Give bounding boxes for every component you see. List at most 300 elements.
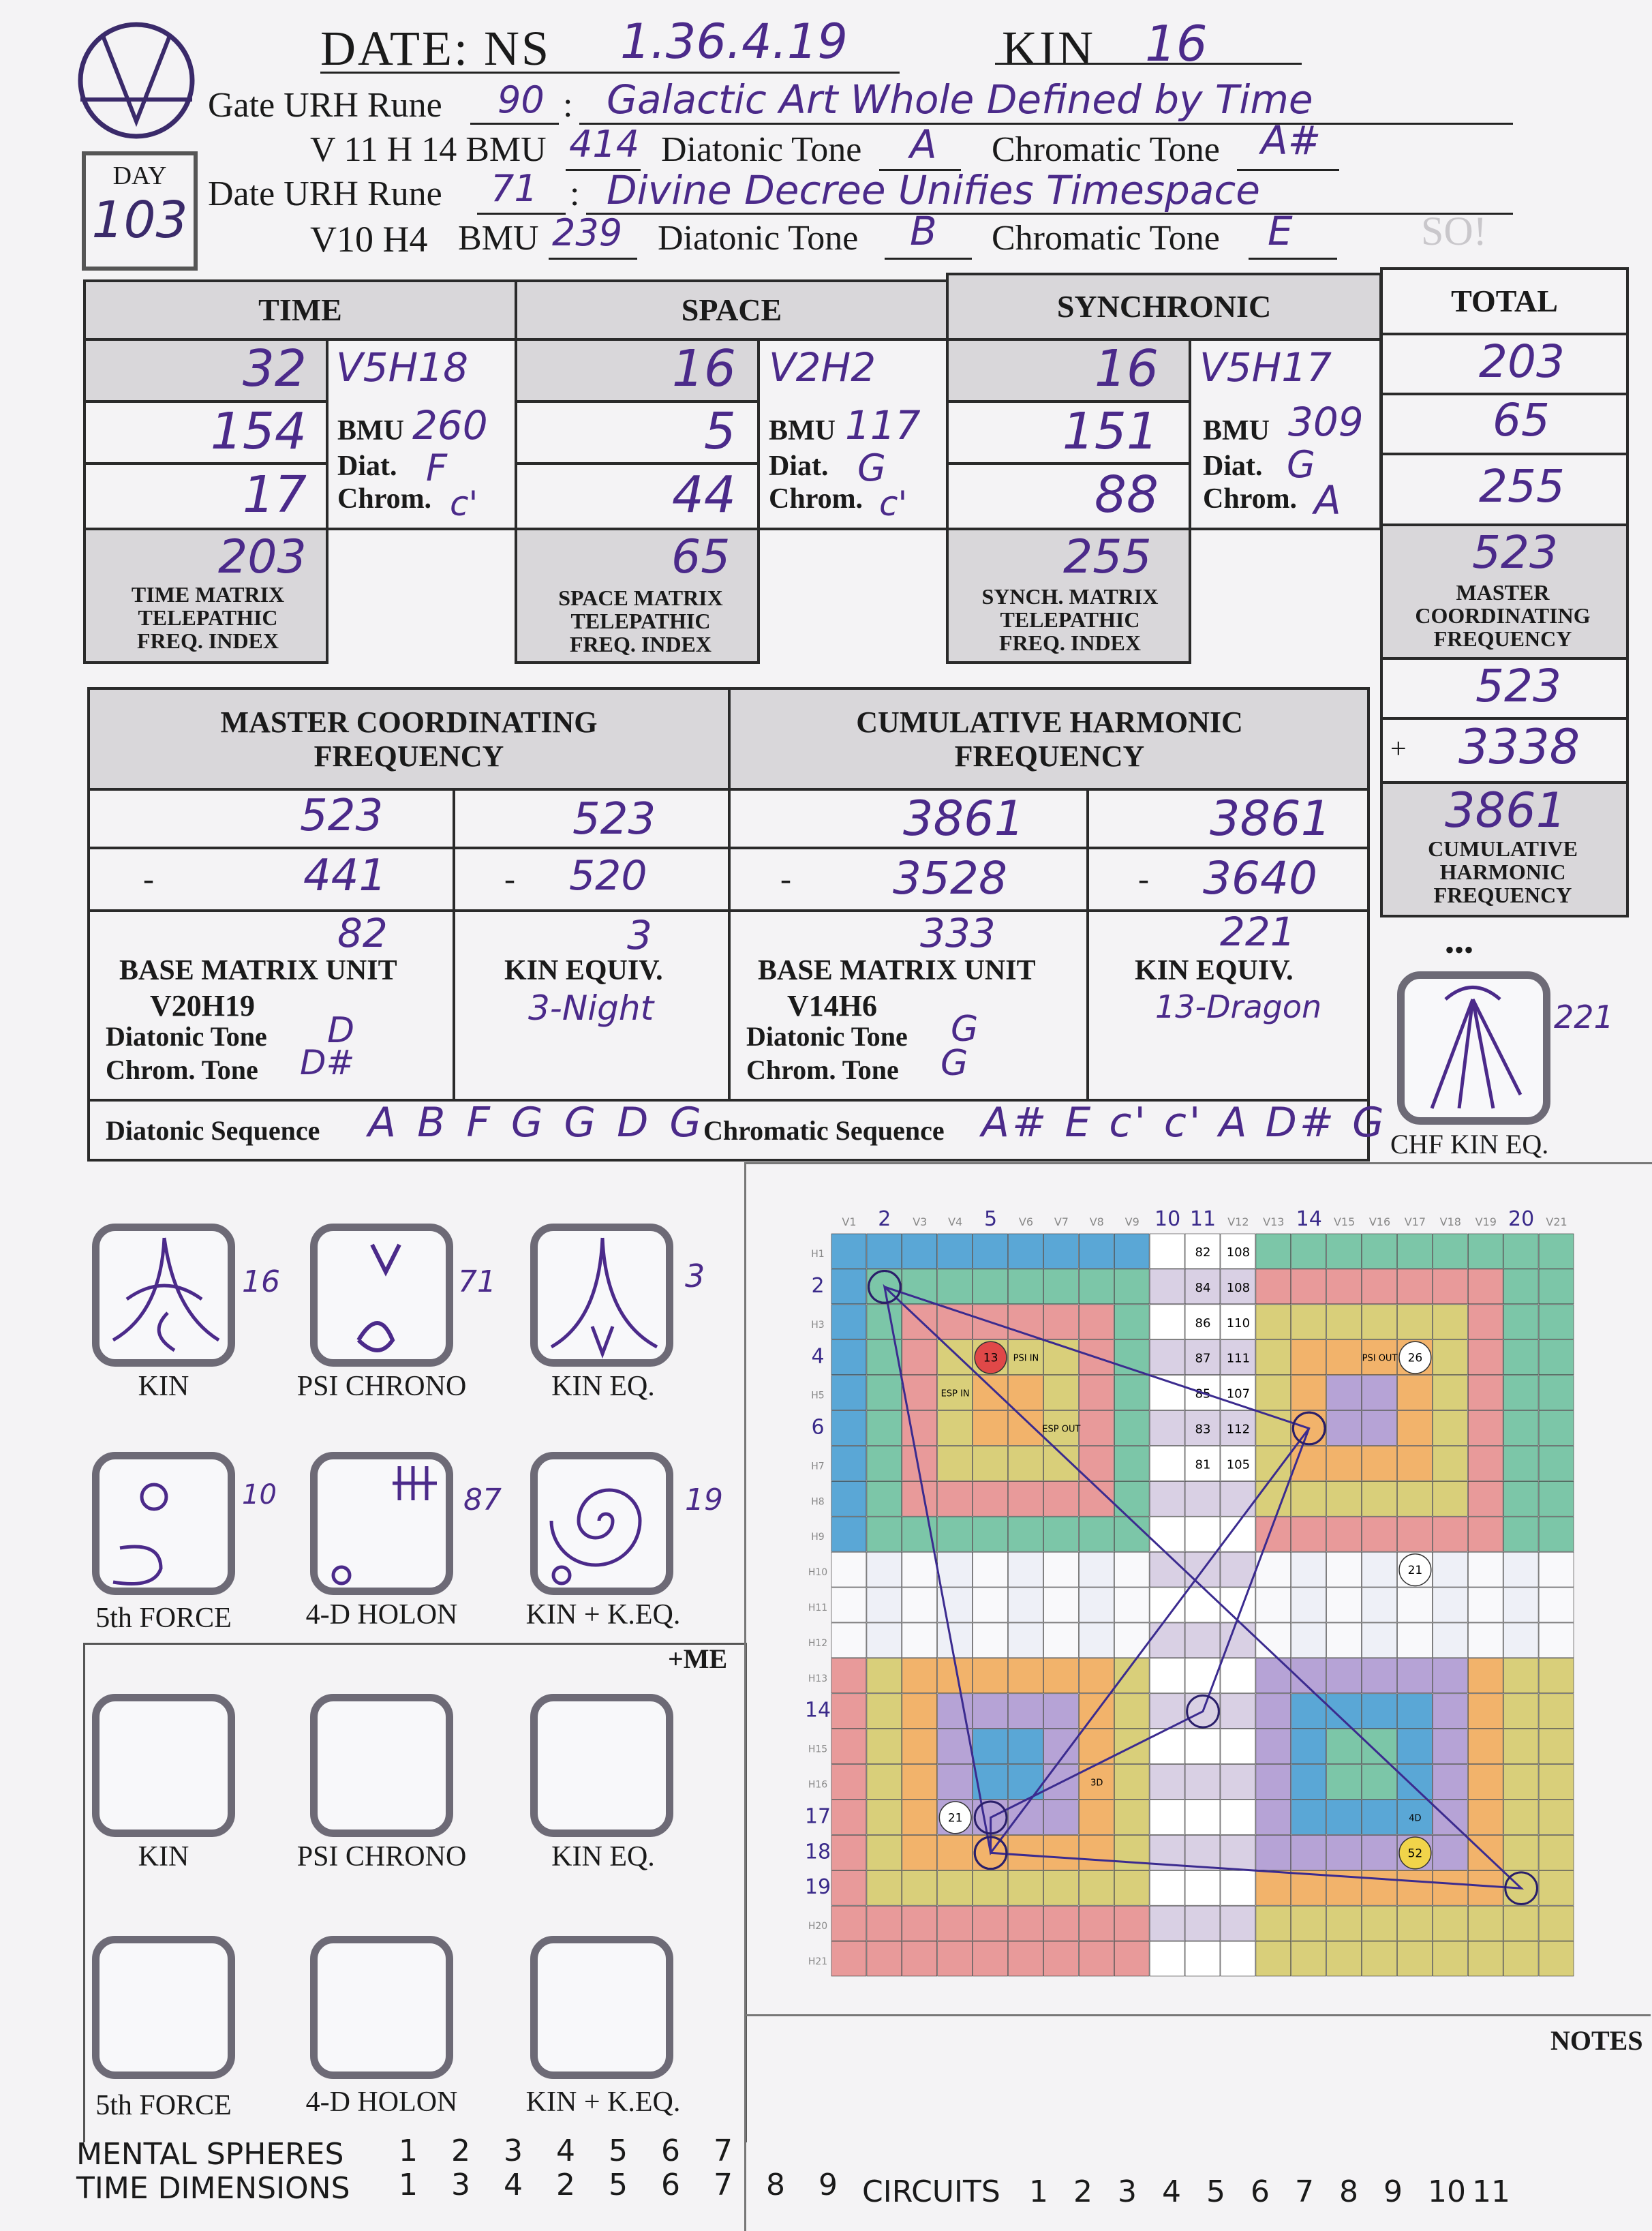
- me-kin-box[interactable]: [92, 1694, 235, 1837]
- date-chromatic-label: Chromatic Tone: [992, 219, 1220, 258]
- grid-cell: [1433, 1835, 1467, 1870]
- sync-chrom: A: [1314, 477, 1341, 523]
- grid-cell: [1433, 1694, 1467, 1729]
- sync-v3: 88: [1094, 466, 1159, 524]
- bmu2-ct: G: [940, 1043, 968, 1084]
- grid-cell: [831, 1481, 866, 1516]
- grid-psi-label: 3D: [1090, 1778, 1103, 1789]
- grid-cell: [1221, 1765, 1255, 1800]
- total-chf: 3861: [1445, 783, 1567, 838]
- grid-cell: [1468, 1340, 1503, 1375]
- time-vh: V5H18: [336, 344, 468, 391]
- grid-column-label: 20: [1508, 1207, 1535, 1231]
- grid-cell: [867, 1835, 902, 1870]
- diat-seq: A B F G G D G: [368, 1099, 705, 1147]
- grid-column-label: V1: [842, 1215, 857, 1228]
- gate-bmu: 414: [569, 123, 640, 166]
- grid-cell: [867, 1906, 902, 1941]
- grid-cell: [1539, 1305, 1574, 1339]
- chf-b-minus: -: [1138, 861, 1149, 897]
- grid-cell: [1327, 1552, 1362, 1587]
- grid-cell: [1503, 1481, 1538, 1516]
- chf-b-sub: 3640: [1203, 852, 1317, 905]
- grid-cell: [1256, 1729, 1291, 1764]
- grid-cell: [1397, 1446, 1432, 1481]
- grid-cell: [973, 1623, 1008, 1658]
- grid-row-label: H3: [811, 1319, 825, 1331]
- grid-cell: [1114, 1517, 1149, 1551]
- date-vh: V10 H4: [310, 219, 428, 260]
- grid-cell: [1043, 1234, 1078, 1269]
- grid-cell: [1291, 1234, 1326, 1269]
- grid-cell: [1503, 1340, 1538, 1375]
- me-kin-eq-box[interactable]: [530, 1694, 673, 1837]
- grid-row-label: H21: [808, 1956, 828, 1968]
- grid-cell: [1362, 1517, 1397, 1551]
- chf-title: CUMULATIVE HARMONIC FREQUENCY: [856, 705, 1243, 773]
- grid-cell: [1503, 1376, 1538, 1410]
- total-v2: 65: [1493, 394, 1550, 446]
- mental-spheres-numbers: [399, 2134, 766, 2168]
- grid-cell: [1397, 1411, 1432, 1446]
- grid-cell: [1150, 1517, 1184, 1551]
- mcf-title: MASTER COORDINATING FREQUENCY: [220, 705, 598, 773]
- grid-cell: [1503, 1234, 1538, 1269]
- grid-cell: [1291, 1800, 1326, 1834]
- grid-cell: [867, 1765, 902, 1800]
- grid-cell: [1079, 1517, 1114, 1551]
- grid-center-value: 82: [1195, 1245, 1211, 1260]
- kin1-equiv-label: KIN EQUIV.: [504, 955, 663, 986]
- grid-cell: [1009, 1658, 1043, 1693]
- grid-cell: [1503, 1765, 1538, 1800]
- sync-diat: G: [1287, 443, 1315, 486]
- grid-cell: [973, 1376, 1008, 1410]
- grid-circle-number: 26: [1407, 1351, 1423, 1365]
- grid-cell: [1291, 1305, 1326, 1339]
- grid-cell: [1114, 1376, 1149, 1410]
- grid-cell: [1539, 1658, 1574, 1693]
- kin2-equiv-label: KIN EQUIV.: [1135, 955, 1294, 986]
- grid-cell: [1043, 1481, 1078, 1516]
- grid-cell: [1468, 1269, 1503, 1304]
- grid-cell: [1503, 1269, 1538, 1304]
- grid-cell: [902, 1588, 937, 1622]
- grid-cell: [1539, 1623, 1574, 1658]
- grid-cell: [831, 1305, 866, 1339]
- mental-sphere-6: 6: [661, 2134, 680, 2168]
- grid-cell: [1327, 1658, 1362, 1693]
- grid-cell: [867, 1694, 902, 1729]
- grid-column-label: V16: [1368, 1215, 1391, 1228]
- grid-cell: [1433, 1588, 1467, 1622]
- grid-cell: [1185, 1906, 1220, 1941]
- grid-row-label: 6: [811, 1415, 825, 1440]
- grid-cell: [1539, 1588, 1574, 1622]
- grid-column-label: V17: [1404, 1215, 1426, 1228]
- grid-cell: [1079, 1305, 1114, 1339]
- kin-glyph: [92, 1224, 235, 1367]
- holon-label: 4-D HOLON: [305, 1599, 458, 1630]
- grid-row-label: H13: [808, 1673, 828, 1684]
- grid-cell: [831, 1552, 866, 1587]
- grid-cell: [1397, 1305, 1432, 1339]
- grid-cell: [1468, 1305, 1503, 1339]
- grid-cell: [902, 1694, 937, 1729]
- total-sum-b: 3338: [1458, 719, 1580, 775]
- grid-cell: [831, 1835, 866, 1870]
- me-fifth-force-box[interactable]: [92, 1936, 235, 2079]
- grid-cell: [1114, 1835, 1149, 1870]
- grid-cell: [1221, 1552, 1255, 1587]
- grid-side-value: 112: [1226, 1422, 1251, 1437]
- grid-cell: [1327, 1269, 1362, 1304]
- grid-cell: [1009, 1376, 1043, 1410]
- grid-cell: [1362, 1729, 1397, 1764]
- grid-cell: [1009, 1835, 1043, 1870]
- psi-chrono-label: PSI CHRONO: [296, 1371, 467, 1402]
- grid-cell: [1433, 1411, 1467, 1446]
- grid-cell: [1009, 1446, 1043, 1481]
- grid-row-label: H15: [808, 1744, 828, 1755]
- kin-glyph-number: 16: [242, 1264, 280, 1299]
- grid-cell: [1150, 1411, 1184, 1446]
- grid-cell: [973, 1729, 1008, 1764]
- gate-chromatic-label: Chromatic Tone: [992, 130, 1220, 169]
- grid-cell: [1291, 1906, 1326, 1941]
- grid-cell: [1539, 1552, 1574, 1587]
- grid-cell: [1503, 1588, 1538, 1622]
- grid-cell: [831, 1800, 866, 1834]
- grid-cell: [1433, 1729, 1467, 1764]
- grid-cell: [1079, 1411, 1114, 1446]
- rune-logo: [75, 19, 198, 142]
- psi-chrono-number: 71: [458, 1264, 496, 1299]
- grid-cell: [1114, 1623, 1149, 1658]
- kin1-value: 3: [627, 912, 652, 958]
- grid-cell: [1291, 1623, 1326, 1658]
- grid-cell: [973, 1658, 1008, 1693]
- grid-cell: [1468, 1941, 1503, 1976]
- grid-cell: [938, 1234, 973, 1269]
- chf-a-sub: 3528: [893, 852, 1007, 905]
- me-holon-box[interactable]: [310, 1936, 453, 2079]
- grid-cell: [867, 1517, 902, 1551]
- grid-cell: [1079, 1870, 1114, 1905]
- sync-index-label: SYNCH. MATRIX TELEPATHIC FREQ. INDEX: [981, 584, 1159, 655]
- grid-cell: [1079, 1588, 1114, 1622]
- circuits-label: CIRCUITS: [862, 2174, 1000, 2209]
- grid-column-label: V3: [913, 1215, 928, 1228]
- grid-cell: [1009, 1234, 1043, 1269]
- grid-cell: [1185, 1729, 1220, 1764]
- grid-side-value: 108: [1226, 1245, 1251, 1260]
- chf-kin-number: 221: [1554, 999, 1614, 1035]
- grid-cell: [1327, 1729, 1362, 1764]
- circuit-7: 7: [1295, 2174, 1314, 2209]
- grid-cell: [1539, 1906, 1574, 1941]
- chf-kin-label: CHF KIN EQ.: [1390, 1129, 1549, 1159]
- mcf-a: 523: [300, 791, 384, 841]
- grid-cell: [1185, 1623, 1220, 1658]
- grid-cell: [1221, 1481, 1255, 1516]
- grid-cell: [1114, 1269, 1149, 1304]
- grid-cell: [1362, 1658, 1397, 1693]
- chrom-seq-label: Chromatic Sequence: [703, 1115, 945, 1146]
- grid-cell: [1327, 1481, 1362, 1516]
- grid-cell: [938, 1411, 973, 1446]
- space-v3: 44: [671, 466, 736, 524]
- grid-cell: [938, 1835, 973, 1870]
- day-label: DAY: [112, 162, 167, 190]
- grid-cell: [1256, 1941, 1291, 1976]
- grid-cell: [831, 1517, 866, 1551]
- grid-column-label: V7: [1054, 1215, 1069, 1228]
- grid-cell: [1503, 1729, 1538, 1764]
- grid-row-label: 2: [811, 1273, 825, 1298]
- grid-cell: [1362, 1588, 1397, 1622]
- grid-cell: [1503, 1941, 1538, 1976]
- grid-row-label: H16: [808, 1779, 828, 1791]
- grid-cell: [1362, 1481, 1397, 1516]
- grid-side-value: 111: [1226, 1351, 1251, 1366]
- grid-cell: [1043, 1658, 1078, 1693]
- total-v1: 203: [1479, 335, 1565, 388]
- grid-cell: [1539, 1941, 1574, 1976]
- grid-row-label: H20: [808, 1921, 828, 1932]
- grid-cell: [1468, 1552, 1503, 1587]
- grid-cell: [1503, 1305, 1538, 1339]
- bmu1-title: BASE MATRIX UNIT: [119, 955, 397, 986]
- bmu2-title: BASE MATRIX UNIT: [758, 955, 1036, 986]
- grid-cell: [1468, 1446, 1503, 1481]
- grid-cell: [867, 1234, 902, 1269]
- grid-cell: [1433, 1623, 1467, 1658]
- grid-cell: [1503, 1658, 1538, 1693]
- grid-center-value: 86: [1195, 1316, 1211, 1331]
- time-index-label: TIME MATRIX TELEPATHIC FREQ. INDEX: [131, 582, 285, 653]
- time-dimension-8: 8: [766, 2168, 785, 2202]
- grid-cell: [1539, 1729, 1574, 1764]
- grid-cell: [867, 1588, 902, 1622]
- grid-psi-label: PSI IN: [1013, 1353, 1039, 1364]
- me-psi-chrono-box[interactable]: [310, 1694, 453, 1837]
- holon-number: 87: [463, 1483, 502, 1517]
- grid-cell: [1433, 1941, 1467, 1976]
- grid-center-value: 85: [1195, 1386, 1211, 1401]
- gate-rune-label: Gate URH Rune: [208, 86, 442, 125]
- grid-cell: [1009, 1588, 1043, 1622]
- grid-cell: [1291, 1376, 1326, 1410]
- kin-glyph-label: KIN: [138, 1371, 189, 1402]
- grid-cell: [1503, 1517, 1538, 1551]
- grid-cell: [1539, 1765, 1574, 1800]
- grid-cell: [1327, 1446, 1362, 1481]
- grid-circle-number: 13: [983, 1351, 998, 1365]
- sync-bmu: 309: [1288, 399, 1364, 445]
- bmu2-ct-label: Chrom. Tone: [746, 1054, 899, 1085]
- grid-cell: [1433, 1446, 1467, 1481]
- grid-cell: [1503, 1800, 1538, 1834]
- grid-cell: [1468, 1376, 1503, 1410]
- date-value: 1.36.4.19: [620, 14, 848, 70]
- me-kin-label: KIN: [138, 1841, 189, 1872]
- grid-cell: [1221, 1906, 1255, 1941]
- circuit-5: 5: [1206, 2174, 1225, 2209]
- grid-cell: [973, 1446, 1008, 1481]
- grid-cell: [938, 1941, 973, 1976]
- grid-cell: [831, 1376, 866, 1410]
- bmu2-dt: G: [951, 1009, 979, 1050]
- grid-cell: [1397, 1906, 1432, 1941]
- grid-cell: [1256, 1623, 1291, 1658]
- space-header: SPACE: [515, 279, 949, 341]
- grid-cell: [831, 1941, 866, 1976]
- grid-cell: [1114, 1481, 1149, 1516]
- grid-cell: [1185, 1658, 1220, 1693]
- grid-cell: [938, 1623, 973, 1658]
- grid-column-label: V21: [1546, 1215, 1567, 1228]
- mental-sphere-7: 7: [714, 2134, 733, 2168]
- grid-cell: [831, 1906, 866, 1941]
- chf-a-minus: -: [780, 861, 791, 897]
- grid-cell: [1362, 1835, 1397, 1870]
- grid-cell: [1362, 1552, 1397, 1587]
- grid-cell: [1079, 1906, 1114, 1941]
- grid-cell: [1256, 1835, 1291, 1870]
- grid-cell: [1327, 1340, 1362, 1375]
- circuit-6: 6: [1251, 2174, 1270, 2209]
- me-kin-plus-keq-box[interactable]: [530, 1936, 673, 2079]
- grid-cell: [1362, 1870, 1397, 1905]
- grid-psi-label: ESP OUT: [1042, 1424, 1081, 1435]
- grid-cell: [1043, 1694, 1078, 1729]
- grid-cell: [1397, 1234, 1432, 1269]
- mcf-a-minus: -: [143, 861, 154, 897]
- circuit-2: 2: [1073, 2174, 1092, 2209]
- date-diatonic-label: Diatonic Tone: [658, 219, 859, 258]
- grid-cell: [1362, 1906, 1397, 1941]
- grid-cell: [1327, 1800, 1362, 1834]
- grid-cell: [1468, 1411, 1503, 1446]
- grid-column-label: 2: [878, 1207, 891, 1231]
- circuit-10: 10: [1428, 2174, 1466, 2209]
- kin2-name: 13-Dragon: [1155, 988, 1322, 1025]
- grid-cell: [1327, 1623, 1362, 1658]
- grid-cell: [1291, 1340, 1326, 1375]
- grid-cell: [1114, 1941, 1149, 1976]
- grid-cell: [902, 1340, 937, 1375]
- me-fifth-force-label: 5th FORCE: [95, 2090, 232, 2121]
- grid-cell: [1468, 1800, 1503, 1834]
- grid-cell: [1539, 1269, 1574, 1304]
- grid-cell: [1397, 1765, 1432, 1800]
- grid-cell: [1327, 1835, 1362, 1870]
- gate-rune-number: 90: [498, 78, 545, 121]
- chf-kin-dots: •••: [1445, 935, 1474, 965]
- grid-column-label: V4: [948, 1215, 963, 1228]
- grid-cell: [1150, 1552, 1184, 1587]
- grid-cell: [1221, 1694, 1255, 1729]
- grid-cell: [1327, 1376, 1362, 1410]
- grid-cell: [1009, 1481, 1043, 1516]
- grid-cell: [1291, 1552, 1326, 1587]
- grid-cell: [1114, 1800, 1149, 1834]
- grid-cell: [1256, 1870, 1291, 1905]
- grid-cell: [1503, 1623, 1538, 1658]
- grid-cell: [1114, 1305, 1149, 1339]
- grid-cell: [938, 1729, 973, 1764]
- grid-cell: [1468, 1906, 1503, 1941]
- grid-cell: [938, 1870, 973, 1905]
- grid-cell: [867, 1800, 902, 1834]
- circuit-3: 3: [1118, 2174, 1137, 2209]
- grid-cell: [867, 1729, 902, 1764]
- grid-cell: [1009, 1694, 1043, 1729]
- space-vh: V2H2: [769, 344, 876, 391]
- grid-cell: [831, 1411, 866, 1446]
- grid-cell: [867, 1446, 902, 1481]
- grid-cell: [1256, 1588, 1291, 1622]
- grid-cell: [1433, 1481, 1467, 1516]
- total-header: TOTAL: [1380, 267, 1629, 335]
- grid-cell: [867, 1411, 902, 1446]
- me-kin-plus-keq-label: KIN + K.EQ.: [525, 2086, 681, 2118]
- grid-psi-label: ESP IN: [940, 1388, 970, 1399]
- grid-cell: [1150, 1800, 1184, 1834]
- grid-column-label: 14: [1296, 1207, 1322, 1231]
- grid-cell: [1433, 1305, 1467, 1339]
- grid-cell: [1150, 1765, 1184, 1800]
- grid-column-label: V15: [1333, 1215, 1356, 1228]
- grid-cell: [973, 1588, 1008, 1622]
- grid-cell: [902, 1623, 937, 1658]
- total-plus: +: [1390, 733, 1407, 765]
- grid-cell: [1539, 1481, 1574, 1516]
- grid-cell: [938, 1765, 973, 1800]
- grid-cell: [938, 1481, 973, 1516]
- grid-cell: [1291, 1517, 1326, 1551]
- fifth-force-number: 10: [242, 1479, 277, 1511]
- grid-cell: [1291, 1941, 1326, 1976]
- grid-cell: [938, 1517, 973, 1551]
- grid-cell: [1079, 1552, 1114, 1587]
- grid-cell: [1150, 1269, 1184, 1304]
- grid-cell: [1256, 1481, 1291, 1516]
- date-rune-label: Date URH Rune: [208, 174, 442, 213]
- grid-cell: [902, 1835, 937, 1870]
- date-label: DATE: NS: [320, 21, 551, 76]
- space-chrom-label: Chrom.: [769, 483, 863, 515]
- grid-cell: [1114, 1906, 1149, 1941]
- grid-cell: [1043, 1800, 1078, 1834]
- space-index: 65: [671, 530, 731, 584]
- circuit-1: 1: [1029, 2174, 1048, 2209]
- grid-cell: [1221, 1941, 1255, 1976]
- grid-cell: [1150, 1234, 1184, 1269]
- grid-cell: [1009, 1623, 1043, 1658]
- grid-side-value: 108: [1226, 1280, 1251, 1295]
- grid-cell: [1256, 1305, 1291, 1339]
- grid-cell: [1468, 1517, 1503, 1551]
- bmu1-value: 82: [337, 910, 388, 956]
- grid-cell: [1114, 1234, 1149, 1269]
- grid-cell: [938, 1269, 973, 1304]
- grid-row-label: H10: [808, 1567, 828, 1579]
- sync-header: SYNCHRONIC: [946, 273, 1382, 341]
- grid-cell: [1185, 1941, 1220, 1976]
- me-label: +ME: [668, 1643, 728, 1674]
